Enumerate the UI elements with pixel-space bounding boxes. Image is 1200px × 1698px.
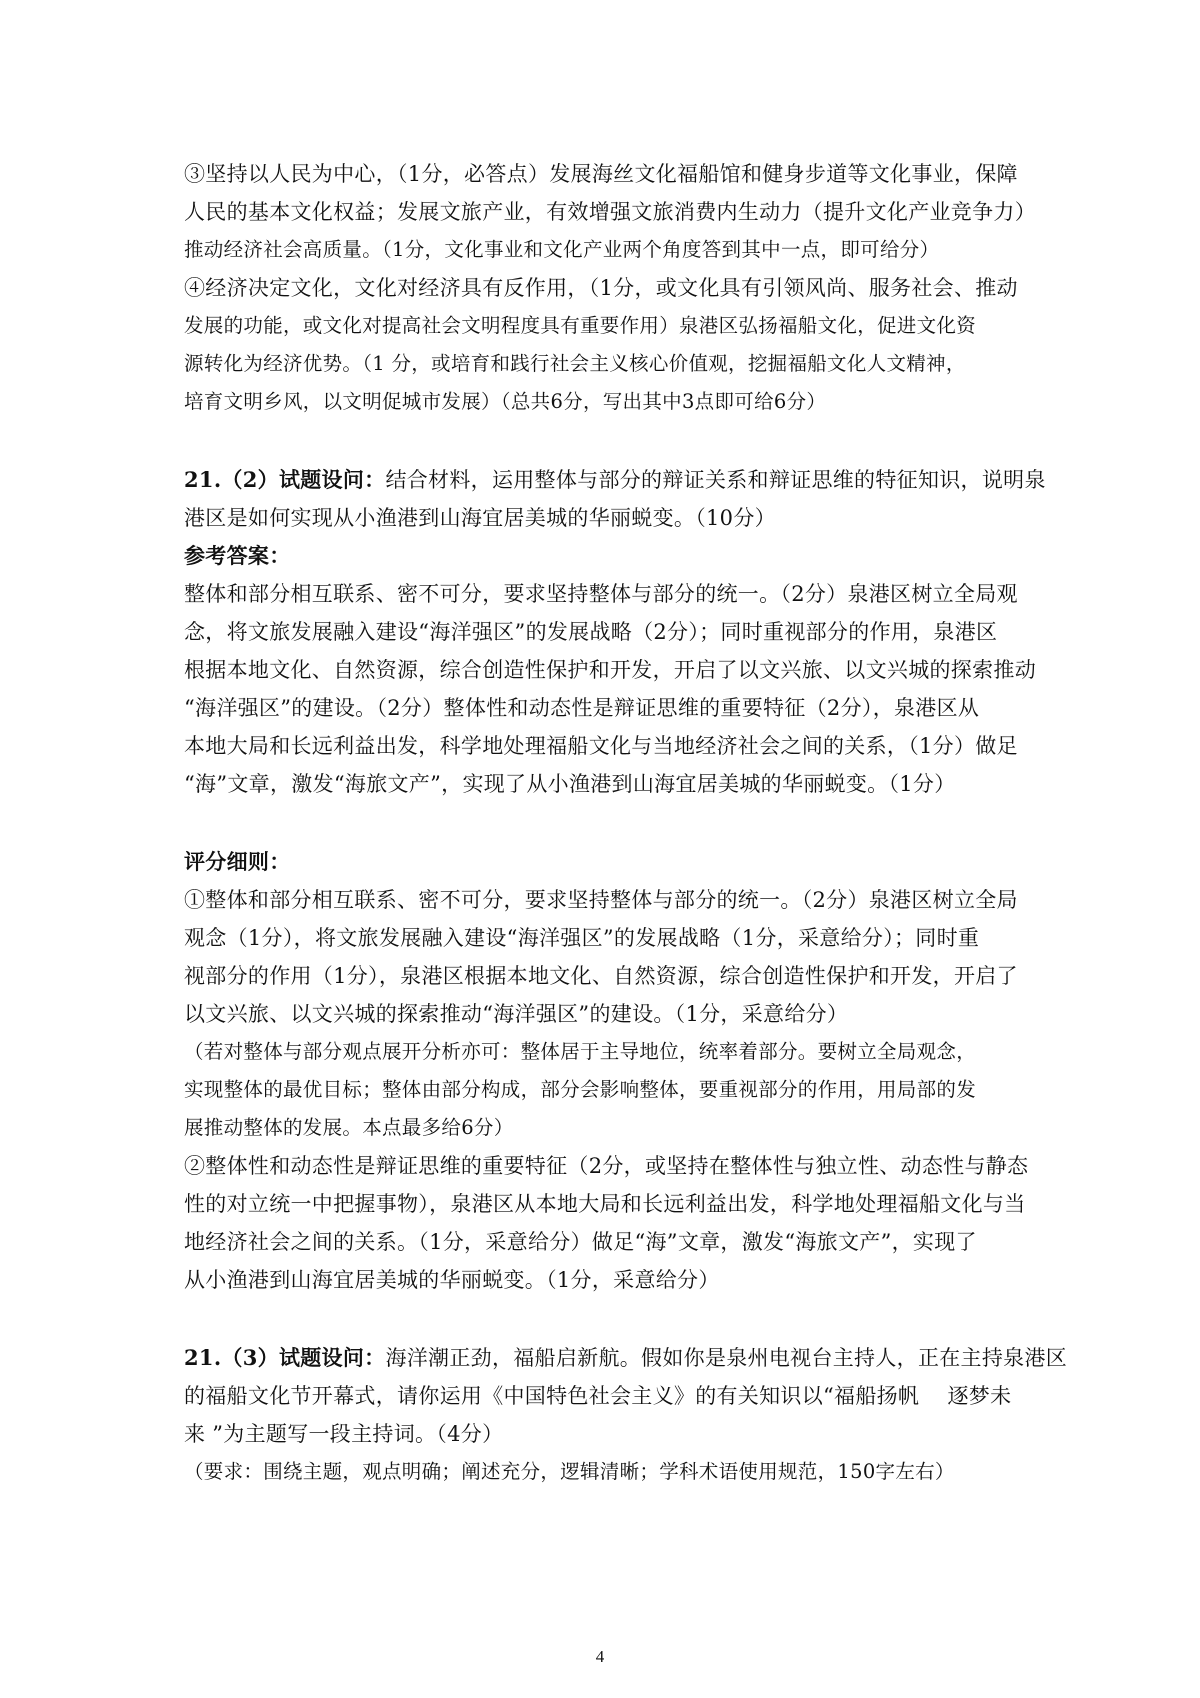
- rubric-note-line: 实现整体的最优目标；整体由部分构成，部分会影响整体，要重视部分的作用，用局部的发: [184, 1078, 977, 1101]
- rubric-line: 性的对立统一中把握事物），泉港区从本地大局和长远利益出发，科学地处理福船文化与当: [184, 1192, 1026, 1216]
- rubric-line: 地经济社会之间的关系。（1分，采意给分）做足“海”文章，激发“海旅文产”，实现了: [184, 1230, 977, 1254]
- answer-line: 念，将文旅发展融入建设“海洋强区”的发展战略（2分）；同时重视部分的作用，泉港区: [184, 620, 998, 644]
- answer-line: 本地大局和长远利益出发，科学地处理福船文化与当地经济社会之间的关系，（1分）做足: [184, 734, 1018, 758]
- question-text-line: 的福船文化节开幕式，请你运用《中国特色社会主义》的有关知识以“福船扬帆 逐梦未: [184, 1384, 1012, 1408]
- rubric-line: 从小渔港到山海宜居美城的华丽蜕变。（1分，采意给分）: [184, 1268, 720, 1292]
- question-21-3: [184, 1343, 1067, 1373]
- requirement-note: （要求：围绕主题，观点明确；阐述充分，逻辑清晰；学科术语使用规范，150字左右）: [184, 1460, 955, 1483]
- rubric-heading: 评分细则：: [184, 849, 291, 874]
- answer-line: “海”文章，激发“海旅文产”，实现了从小渔港到山海宜居美城的华丽蜕变。（1分）: [184, 772, 956, 796]
- answer-heading: 参考答案：: [184, 543, 291, 568]
- question-text: 结合材料，运用整体与部分的辩证关系和辩证思维的特征知识，说明泉: [385, 468, 1046, 492]
- rubric-line: 视部分的作用（1分），泉港区根据本地文化、自然资源，综合创造性保护和开发，开启了: [184, 964, 1018, 988]
- answer-line: ④经济决定文化，文化对经济具有反作用，（1分，或文化具有引领风尚、服务社会、推动: [184, 276, 1018, 300]
- answer-line: 人民的基本文化权益；发展文旅产业，有效增强文旅消费内生动力（提升文化产业竞争力）: [184, 200, 1036, 224]
- answer-line: “海洋强区”的建设。（2分）整体性和动态性是辩证思维的重要特征（2分），泉港区从: [184, 696, 980, 720]
- rubric-line: 观念（1分），将文旅发展融入建设“海洋强区”的发展战略（1分，采意给分）；同时重: [184, 926, 980, 950]
- answer-line: 培育文明乡风，以文明促城市发展）（总共6分，写出其中3点即可给6分）: [184, 390, 827, 413]
- question-21-2: [184, 465, 1046, 495]
- answer-line: ③坚持以人民为中心，（1分，必答点）发展海丝文化福船馆和健身步道等文化事业，保障: [184, 162, 1018, 186]
- rubric-line: ②整体性和动态性是辩证思维的重要特征（2分，或坚持在整体性与独立性、动态性与静态: [184, 1154, 1029, 1178]
- question-text: 海洋潮正劲，福船启新航。假如你是泉州电视台主持人，正在主持泉港区: [385, 1346, 1068, 1370]
- question-prefix: 21.（3）试题设问：: [184, 1345, 386, 1370]
- answer-line: 根据本地文化、自然资源，综合创造性保护和开发，开启了以文兴旅、以文兴城的探索推动: [184, 658, 1036, 682]
- question-prefix: 21.（2）试题设问：: [184, 467, 386, 492]
- rubric-line: ①整体和部分相互联系、密不可分，要求坚持整体与部分的统一。（2分）泉港区树立全局: [184, 888, 1018, 912]
- answer-line: 发展的功能，或文化对提高社会文明程度具有重要作用）泉港区弘扬福船文化，促进文化资: [184, 314, 977, 337]
- rubric-note-line: 展推动整体的发展。本点最多给6分）: [184, 1116, 514, 1139]
- answer-line: 推动经济社会高质量。（1分，文化事业和文化产业两个角度答到其中一点，即可给分）: [184, 238, 940, 261]
- question-text-line: 港区是如何实现从小渔港到山海宜居美城的华丽蜕变。（10分）: [184, 506, 776, 530]
- question-text-line: 来 ”为主题写一段主持词。（4分）: [184, 1422, 504, 1446]
- rubric-note-line: （若对整体与部分观点展开分析亦可：整体居于主导地位，统率着部分。要树立全局观念，: [184, 1040, 977, 1063]
- answer-line: 源转化为经济优势。（1 分，或培育和践行社会主义核心价值观，挖掘福船文化人文精神，: [184, 352, 966, 375]
- answer-line: 整体和部分相互联系、密不可分，要求坚持整体与部分的统一。（2分）泉港区树立全局观: [184, 582, 1018, 606]
- page-number: 4: [595, 1647, 605, 1666]
- rubric-line: 以文兴旅、以文兴城的探索推动“海洋强区”的建设。（1分，采意给分）: [184, 1002, 849, 1026]
